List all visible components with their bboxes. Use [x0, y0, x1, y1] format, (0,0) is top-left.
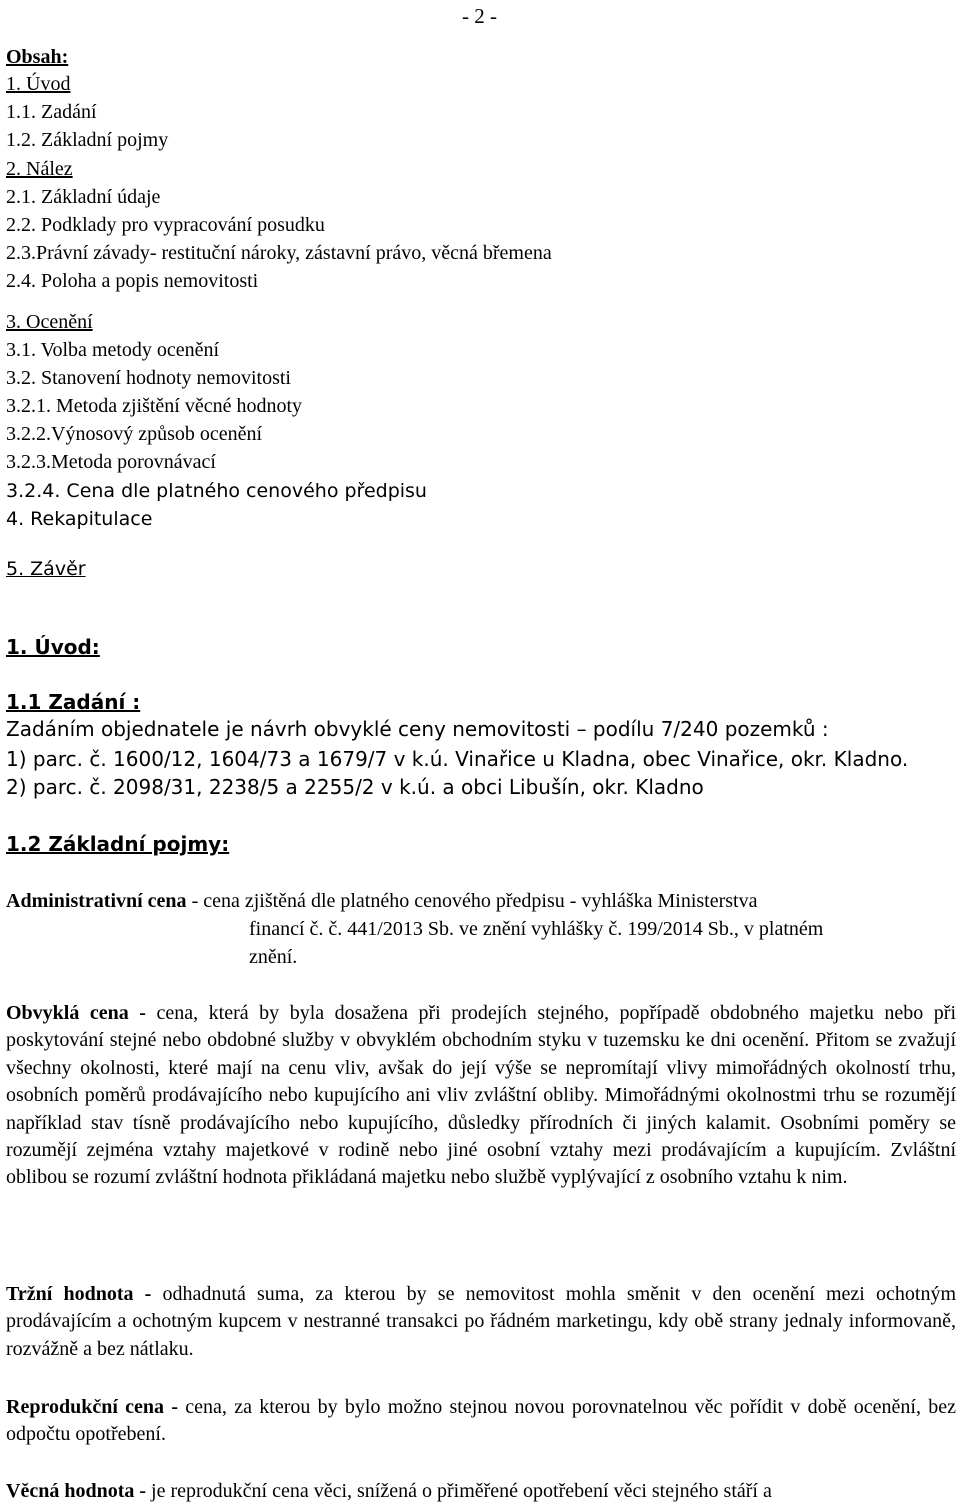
toc-item[interactable]: 3.2.3.Metoda porovnávací	[6, 451, 216, 474]
term-trzni-hodnota	[6, 1281, 956, 1363]
toc-item[interactable]: 1. Úvod	[6, 73, 71, 95]
subsection-heading-zadani: 1.1 Zadání :	[6, 690, 141, 714]
term-label: Věcná hodnota -	[6, 1480, 147, 1502]
subsection-heading-pojmy: 1.2 Základní pojmy:	[6, 832, 230, 856]
toc-item[interactable]: 1.2. Základní pojmy	[6, 129, 169, 152]
term-vecna-hodnota	[6, 1478, 956, 1505]
toc-item[interactable]: 2.4. Poloha a popis nemovitosti	[6, 270, 259, 293]
term-label: Administrativní cena	[6, 890, 187, 912]
term-label: Obvyklá cena -	[6, 1002, 146, 1024]
zadani-line: 2) parc. č. 2098/31, 2238/5 a 2255/2 v k.ú. a obci Libušín, okr. Kladno	[6, 775, 704, 799]
toc-item[interactable]: 3.2. Stanovení hodnoty nemovitosti	[6, 366, 291, 389]
toc-item[interactable]: 2.3.Právní závady- restituční nároky, zástavní právo, věcná břemena	[6, 242, 552, 265]
page-number: - 2 -	[462, 4, 497, 28]
toc-item[interactable]: 3.1. Volba metody ocenění	[6, 338, 220, 361]
term-administrativni-cena	[6, 888, 956, 915]
term-definition: odhadnutá suma, za kterou by se nemovitost mohla směnit v den ocenění mezi ochotným prodávajícím a ochotným kupcem v nestranné transakci po řádném marketingu, kdy obě strany jednaly informovaně, rozvážně a bez nátlaku.	[6, 1283, 957, 1360]
toc-item[interactable]: 2.2. Podklady pro vypracování posudku	[6, 213, 325, 236]
term-obvykla-cena	[6, 1000, 956, 1192]
term-definition: - cena zjištěná dle platného cenového předpisu - vyhláška Ministerstva	[186, 890, 758, 912]
toc-item[interactable]: 2.1. Základní údaje	[6, 185, 161, 208]
term-definition-cont: financí č. č. 441/2013 Sb. ve znění vyhlášky č. 199/2014 Sb., v platném	[249, 918, 824, 940]
term-label: Tržní hodnota -	[6, 1283, 152, 1305]
toc-title: Obsah:	[6, 46, 69, 68]
toc-item[interactable]: 3.2.4. Cena dle platného cenového předpisu	[6, 479, 427, 502]
zadani-line: 1) parc. č. 1600/12, 1604/73 a 1679/7 v k.ú. Vinařice u Kladna, obec Vinařice, okr. Kladno.	[6, 747, 909, 771]
toc-item[interactable]: 3. Ocenění	[6, 310, 93, 333]
toc-item[interactable]: 4. Rekapitulace	[6, 507, 153, 530]
term-definition-cont: znění.	[249, 946, 298, 968]
toc-item[interactable]: 3.2.1. Metoda zjištění věcné hodnoty	[6, 395, 303, 418]
term-definition: cena, za kterou by bylo možno stejnou novou porovnatelnou věc pořídit v době ocenění, bez odpočtu opotřebení.	[6, 1396, 957, 1446]
toc-item[interactable]: 1.1. Zadání	[6, 101, 97, 124]
toc-item[interactable]: 5. Závěr	[6, 558, 86, 580]
zadani-line: Zadáním objednatele je návrh obvyklé ceny nemovitosti – podílu 7/240 pozemků :	[6, 717, 829, 741]
toc-item[interactable]: 2. Nález	[6, 157, 73, 180]
toc-item[interactable]: 3.2.2.Výnosový způsob ocenění	[6, 423, 263, 446]
table-of-contents	[6, 44, 552, 583]
section-heading-intro: 1. Úvod:	[6, 635, 100, 659]
term-reprodukcni-cena	[6, 1394, 956, 1449]
term-definition: cena, která by byla dosažena při prodejích stejného, popřípadě obdobného majetku nebo při poskytování stejné nebo obdobné služby v obvyklém obchodním styku v tuzemsku ke dni ocenění. Přitom se zvažují všechny okolnosti, které mají na cenu vliv, avšak do její výše se nepromítají vlivy mimořádných okolností trhu, osobních poměrů prodávajícího nebo kupujícího ani vliv zvláštní obliby. Mimořádnými okolnostmi trhu se rozumějí například stav tísně prodávajícího nebo kupujícího, důsledky přírodních či jiných kalamit. Osobními poměry se rozumějí zejména vztahy majetkové v rodině nebo jiné osobní vztahy mezi prodávajícím a kupujícím. Zvláštní oblibou se rozumí zvláštní hodnota přikládaná majetku nebo službě vyplývající z osobního vztahu k nim.	[6, 1002, 957, 1189]
term-definition: je reprodukční cena věci, snížená o přiměřené opotřebení věci stejného stáří a	[151, 1480, 772, 1502]
term-label: Reprodukční cena -	[6, 1396, 178, 1418]
